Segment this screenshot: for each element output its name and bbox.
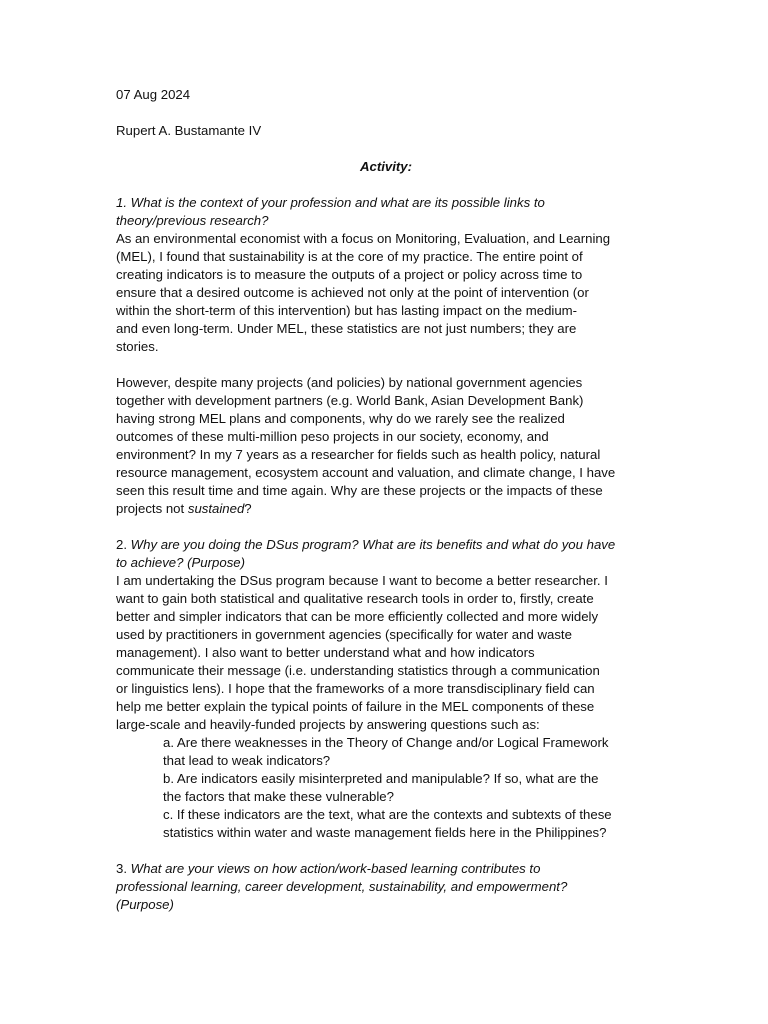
q2-para-line: want to gain both statistical and qualitative research tools in order to, firstly, create (116, 591, 594, 606)
q3-question-line-3: (Purpose) (116, 897, 174, 912)
q1-para1-line: As an environmental economist with a focus on Monitoring, Evaluation, and Learning (116, 231, 611, 246)
q2-question-line-1: 2. Why are you doing the DSus program? What are its benefits and what do you have (116, 537, 616, 552)
q1-question-line-2: theory/previous research? (116, 213, 269, 228)
q2-para-line: management). I also want to better understand what and how indicators (116, 645, 535, 660)
q1-number: 1. (116, 195, 127, 210)
q2-subitem-c: c. If these indicators are the text, what are the contexts and subtexts of these (163, 807, 612, 822)
sustained-emphasis: sustained (187, 501, 245, 516)
q1-para1-line: ensure that a desired outcome is achieved not only at the point of intervention (or (116, 285, 589, 300)
q1-para2-line: resource management, ecosystem account and valuation, and climate change, I have (116, 465, 616, 480)
q1-para1-line: within the short-term of this intervention) but has lasting impact on the medium- (116, 303, 578, 318)
q1-para1-line: (MEL), I found that sustainability is at the core of my practice. The entire point of (116, 249, 583, 264)
q3-question-line-2: professional learning, career development, sustainability, and empowerment? (116, 879, 568, 894)
q2-subitem-a-cont: that lead to weak indicators? (163, 753, 331, 768)
date: 07 Aug 2024 (116, 87, 191, 102)
q2-subitem-c-cont: statistics within water and waste management fields here in the Philippines? (163, 825, 607, 840)
q2-para-line: large-scale and heavily-funded projects by answering questions such as: (116, 717, 540, 732)
q1-para2-line: outcomes of these multi-million peso projects in our society, economy, and (116, 429, 549, 444)
q1-para2-line: However, despite many projects (and policies) by national government agencies (116, 375, 583, 390)
activity-heading: Activity: (359, 159, 413, 174)
q2-subitem-b: b. Are indicators easily misinterpreted and manipulable? If so, what are the (163, 771, 599, 786)
document-page (116, 86, 656, 914)
q1-question-line-1: 1. What is the context of your profession and what are its possible links to (116, 195, 545, 210)
q1-para2-line: seen this result time and time again. Why are these projects or the impacts of these (116, 483, 603, 498)
q3-number: 3. (116, 861, 127, 876)
q1-para2-line: having strong MEL plans and components, why do we rarely see the realized (116, 411, 565, 426)
q1-para1-line: and even long-term. Under MEL, these statistics are not just numbers; they are (116, 321, 577, 336)
q2-subitem-b-cont: the factors that make these vulnerable? (163, 789, 394, 804)
q1-para2-line: together with development partners (e.g. World Bank, Asian Development Bank) (116, 393, 584, 408)
q3-question-line-1: 3. What are your views on how action/work-based learning contributes to (116, 861, 541, 876)
q1-para1-line: creating indicators is to measure the outputs of a project or policy across time to (116, 267, 583, 282)
q2-number: 2. (116, 537, 127, 552)
q1-para2-line: environment? In my 7 years as a researcher for fields such as health policy, natural (116, 447, 601, 462)
q2-para-line: help me better explain the typical points of failure in the MEL components of these (116, 699, 595, 714)
q2-subitem-a: a. Are there weaknesses in the Theory of Change and/or Logical Framework (163, 735, 609, 750)
q2-para-line: better and simpler indicators that can be more efficiently collected and more widely (116, 609, 599, 624)
q2-para-line: I am undertaking the DSus program because I want to become a better researcher. I (116, 573, 608, 588)
q1-para1-line: stories. (116, 339, 159, 354)
author-name: Rupert A. Bustamante IV (116, 123, 262, 138)
q2-para-line: or linguistics lens). I hope that the frameworks of a more transdisciplinary field can (116, 681, 595, 696)
q2-para-line: used by practitioners in government agencies (specifically for water and waste (116, 627, 572, 642)
q1-para2-last-line: projects not sustained? (116, 501, 252, 516)
q2-question-line-2: to achieve? (Purpose) (116, 555, 246, 570)
q2-para-line: communicate their message (i.e. understanding statistics through a communication (116, 663, 600, 678)
